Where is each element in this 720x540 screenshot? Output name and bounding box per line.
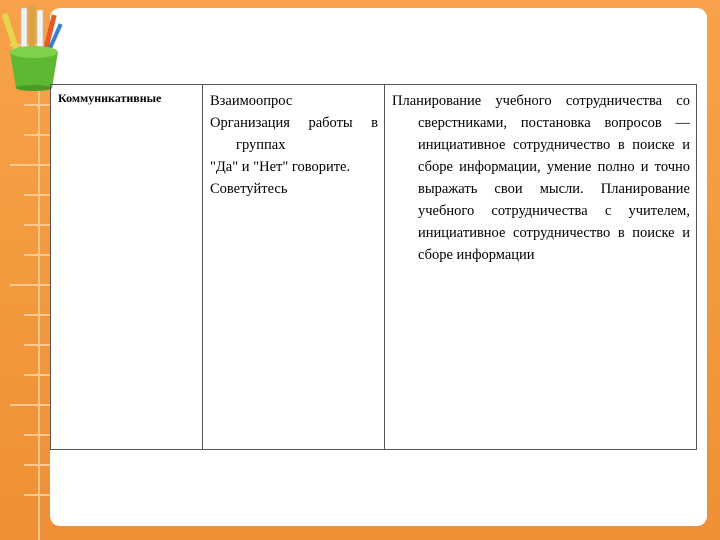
method-item: Организация работы в группах <box>210 115 378 153</box>
ruler-decoration <box>0 30 50 540</box>
category-cell: Коммуникативные <box>51 85 203 450</box>
outcomes-cell <box>385 85 697 450</box>
method-item: Советуйтесь <box>210 181 288 197</box>
method-item: "Да" и "Нет" говорите. <box>210 159 351 175</box>
methods-cell <box>203 85 385 450</box>
table-row <box>51 85 697 450</box>
method-item: Взаимоопрос <box>210 93 293 109</box>
content-table <box>50 84 697 450</box>
outcomes-text: Планирование учебного сотрудничества со сверстниками, постановка вопросов — инициативное сотрудничество в поиске и сборе информации, умение полно и точно выражать свои мысли. Планирование учебного сотрудничества с учителем, инициативное сотрудничество в поиске и сборе информации <box>392 93 690 263</box>
pencil-cup-icon <box>2 6 66 92</box>
